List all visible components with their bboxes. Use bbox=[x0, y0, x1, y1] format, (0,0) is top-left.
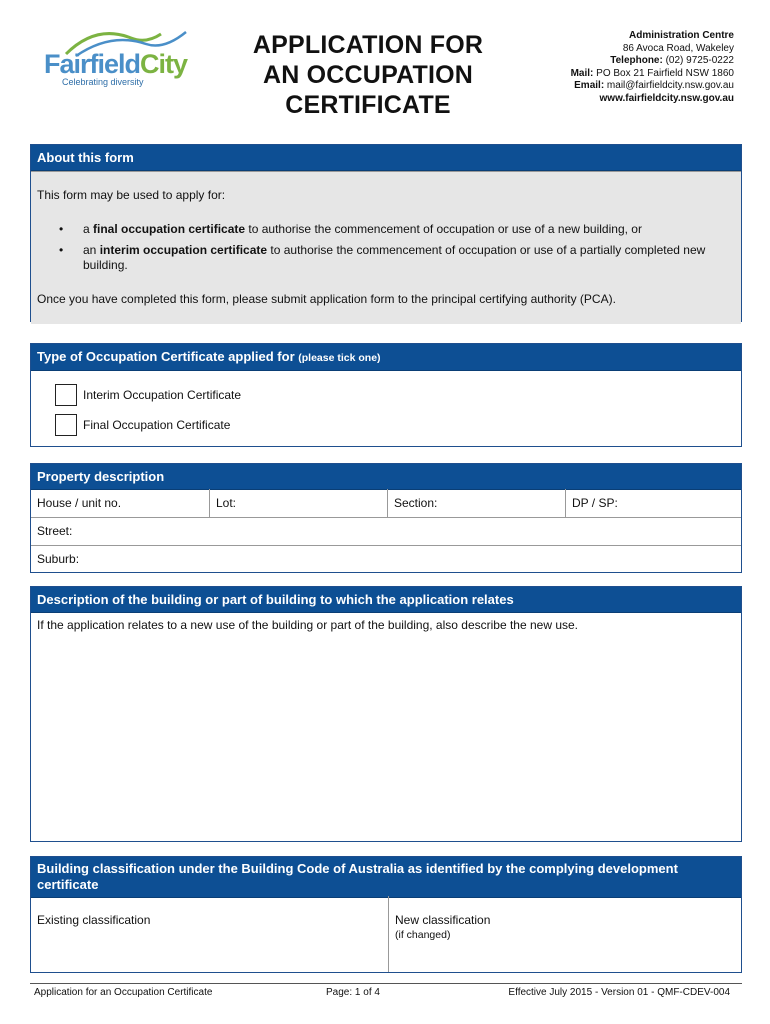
section-label: Section: bbox=[394, 496, 438, 510]
logo-wordmark bbox=[44, 49, 187, 80]
new-classification-sublabel: (if changed) bbox=[395, 929, 451, 941]
footer-document-name: Application for an Occupation Certificate bbox=[34, 987, 213, 998]
property-row-1 bbox=[31, 489, 741, 518]
contact-mail-label: Mail: bbox=[570, 67, 594, 79]
list-item bbox=[31, 243, 731, 273]
dp-sp-field[interactable] bbox=[565, 489, 741, 517]
page-title bbox=[236, 30, 500, 120]
building-description-heading: Description of the building or part of building to which the application relates bbox=[31, 587, 741, 613]
item-rest: to authorise the commencement of occupation or use of a partially completed new building. bbox=[83, 243, 706, 272]
bullet-icon: • bbox=[59, 222, 64, 236]
logo-tagline: Celebrating diversity bbox=[62, 77, 144, 87]
house-field[interactable] bbox=[31, 489, 209, 517]
contact-telephone: (02) 9725-0222 bbox=[662, 55, 734, 66]
about-body bbox=[31, 171, 741, 324]
about-list bbox=[31, 222, 731, 279]
contact-telephone-label: Telephone: bbox=[610, 55, 663, 66]
contact-email-label: Email: bbox=[574, 80, 605, 91]
item-prefix: a bbox=[83, 222, 94, 236]
classification-heading: Building classification under the Building Code of Australia as identified by the complying development certificate bbox=[31, 857, 741, 898]
about-outro: Once you have completed this form, please submit application form to the principal certifying authority (PCA). bbox=[37, 292, 616, 306]
contact-website[interactable]: www.fairfieldcity.nsw.gov.au bbox=[599, 92, 734, 104]
existing-classification-label: Existing classification bbox=[37, 913, 151, 927]
classification-section bbox=[30, 856, 742, 973]
title-line-3: CERTIFICATE bbox=[285, 91, 451, 119]
certificate-type-heading-note: (please tick one) bbox=[298, 352, 381, 364]
certificate-type-section bbox=[30, 343, 742, 447]
title-line-1: APPLICATION FOR bbox=[252, 31, 484, 59]
item-rest: to authorise the commencement of occupation or use of a new building, or bbox=[245, 222, 642, 236]
house-label: House / unit no. bbox=[37, 496, 122, 510]
final-label: Final Occupation Certificate bbox=[83, 418, 231, 432]
bullet-icon: • bbox=[59, 243, 64, 257]
building-description-section bbox=[30, 586, 742, 842]
contact-mail: PO Box 21 Fairfield NSW 1860 bbox=[593, 67, 734, 79]
contact-centre: Administration Centre bbox=[628, 30, 734, 41]
section-field[interactable] bbox=[387, 489, 565, 517]
interim-checkbox[interactable] bbox=[55, 384, 77, 406]
dp-sp-label: DP / SP: bbox=[572, 496, 618, 510]
contact-block bbox=[571, 30, 734, 105]
building-description-note: If the application relates to a new use of the building or part of the building, also describe the new use. bbox=[37, 618, 579, 632]
about-intro: This form may be used to apply for: bbox=[37, 188, 226, 202]
property-heading: Property description bbox=[31, 464, 741, 490]
street-label: Street: bbox=[37, 524, 73, 538]
new-classification-label: New classification bbox=[395, 913, 491, 927]
suburb-label: Suburb: bbox=[37, 552, 80, 566]
interim-label: Interim Occupation Certificate bbox=[83, 388, 242, 402]
page-footer bbox=[30, 983, 742, 998]
title-line-2: AN OCCUPATION bbox=[263, 61, 473, 89]
logo-word-city: City bbox=[140, 49, 188, 79]
lot-label: Lot: bbox=[216, 496, 237, 510]
contact-email[interactable]: mail@fairfieldcity.nsw.gov.au bbox=[604, 80, 734, 91]
fairfield-city-logo bbox=[36, 24, 196, 86]
about-section bbox=[30, 144, 742, 322]
building-description-input[interactable] bbox=[31, 637, 741, 841]
property-section bbox=[30, 463, 742, 573]
item-prefix: an bbox=[83, 243, 100, 257]
new-classification-field[interactable] bbox=[388, 896, 741, 972]
suburb-field[interactable] bbox=[31, 545, 741, 572]
item-bold: interim occupation certificate bbox=[99, 243, 268, 257]
lot-field[interactable] bbox=[209, 489, 387, 517]
certificate-type-heading-text: Type of Occupation Certificate applied for bbox=[37, 349, 295, 364]
final-checkbox[interactable] bbox=[55, 414, 77, 436]
contact-address: 86 Avoca Road, Wakeley bbox=[622, 42, 734, 54]
existing-classification-field[interactable] bbox=[31, 896, 388, 972]
footer-page-number: Page: 1 of 4 bbox=[326, 987, 380, 998]
footer-version: Effective July 2015 - Version 01 - QMF-CDEV-004 bbox=[508, 987, 730, 998]
about-heading: About this form bbox=[31, 145, 741, 171]
logo-word-fairfield: Fairfield bbox=[44, 49, 141, 79]
list-item bbox=[31, 222, 731, 237]
street-field[interactable] bbox=[31, 517, 741, 546]
item-bold: final occupation certificate bbox=[93, 222, 246, 236]
certificate-type-heading bbox=[31, 344, 741, 371]
